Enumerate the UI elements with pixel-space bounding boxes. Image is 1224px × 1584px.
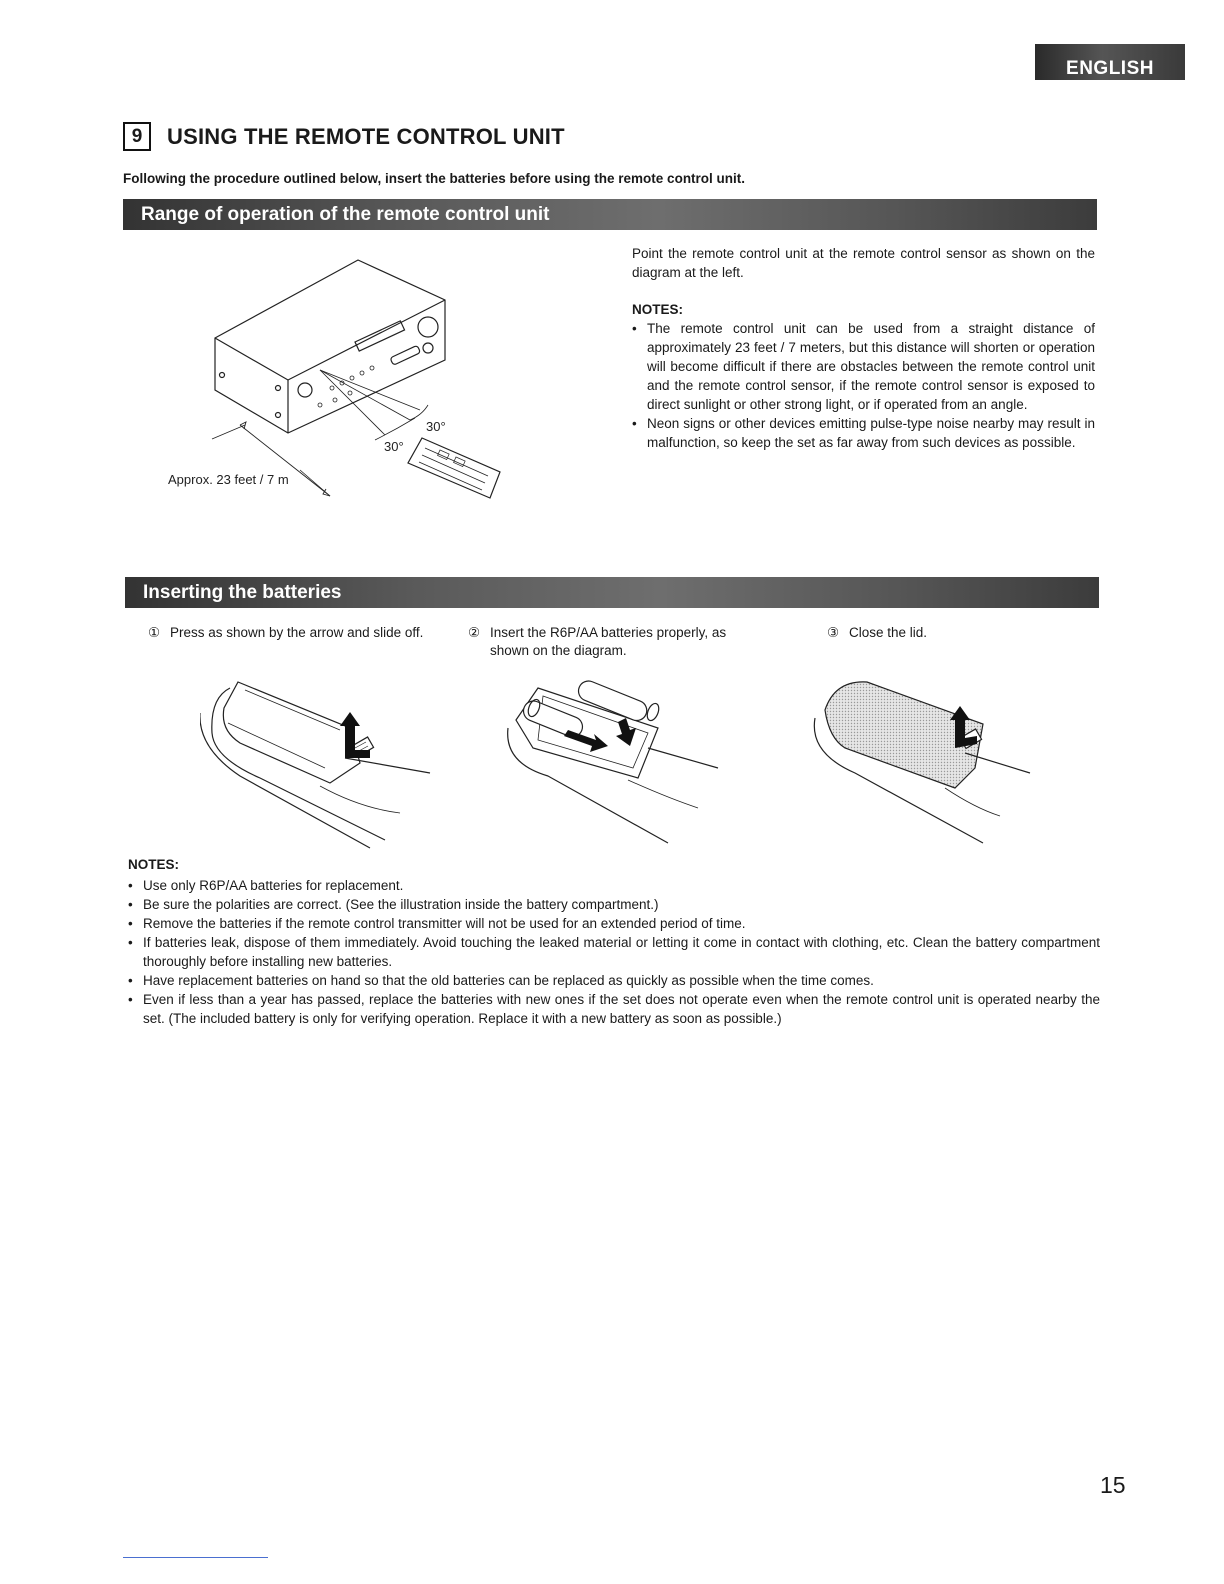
range-notes bbox=[632, 319, 1095, 452]
range-notes-heading: NOTES: bbox=[632, 302, 684, 317]
distance-label: Approx. 23 feet / 7 m bbox=[168, 472, 289, 487]
angle-label-a: 30° bbox=[426, 419, 446, 434]
battery-notes bbox=[128, 876, 1100, 1028]
list-item: • If batteries leak, dispose of them immediately. Avoid touching the leaked material or letting it come in contact with clothing, etc. Clean the battery compartment thoroughly before installing new batteries. bbox=[128, 933, 1100, 971]
step-number: ② bbox=[468, 625, 481, 640]
angle-label-b: 30° bbox=[384, 439, 404, 454]
batteries-banner: Inserting the batteries bbox=[125, 577, 1099, 608]
step-number: ③ bbox=[827, 625, 840, 640]
list-item: • Use only R6P/AA batteries for replacement. bbox=[128, 876, 1100, 895]
section-intro: Following the procedure outlined below, insert the batteries before using the remote control unit. bbox=[123, 171, 746, 186]
list-item: • Even if less than a year has passed, replace the batteries with new ones if the set does not operate even when the remote control unit is operated nearby the set. (The included battery is only for verifying operation. Replace it with a new battery as soon as possible.) bbox=[128, 990, 1100, 1028]
range-diagram bbox=[160, 250, 520, 520]
section-title: USING THE REMOTE CONTROL UNIT bbox=[167, 123, 565, 149]
battery-step-2 bbox=[468, 624, 768, 660]
section-heading bbox=[123, 122, 565, 151]
receiver-body bbox=[215, 260, 445, 433]
remote-control bbox=[408, 438, 500, 498]
battery-notes-heading: NOTES: bbox=[128, 857, 180, 872]
list-item: • The remote control unit can be used from a straight distance of approximately 23 feet / 7 meters, but this distance will shorten or operation will become difficult if there are obstacles between the remote control unit and the remote control sensor, if the remote control sensor is exposed to direct sunlight or other strong light, or if operated from an angle. bbox=[632, 319, 1095, 414]
language-tab: ENGLISH bbox=[1035, 44, 1185, 80]
battery-step-1 bbox=[148, 624, 448, 642]
list-item: • Have replacement batteries on hand so that the old batteries can be replaced as quickly as possible when the time comes. bbox=[128, 971, 1100, 990]
step-number: ① bbox=[148, 625, 161, 640]
step-text: Insert the R6P/AA batteries properly, as shown on the diagram. bbox=[490, 625, 727, 658]
range-description: Point the remote control unit at the remote control sensor as shown on the diagram at the left. bbox=[632, 246, 1095, 280]
battery-figure-insert bbox=[498, 668, 738, 853]
footer-divider bbox=[123, 1557, 268, 1558]
battery-step-3 bbox=[827, 624, 1027, 642]
volume-knob bbox=[418, 317, 438, 337]
list-item: • Be sure the polarities are correct. (See the illustration inside the battery compartment.) bbox=[128, 895, 1100, 914]
page-number: 15 bbox=[1100, 1472, 1126, 1498]
step-text: Close the lid. bbox=[849, 625, 928, 640]
range-banner: Range of operation of the remote control unit bbox=[123, 199, 1097, 230]
step-text: Press as shown by the arrow and slide off. bbox=[170, 625, 424, 640]
section-number: 9 bbox=[123, 122, 151, 151]
battery-figure-open-lid bbox=[200, 668, 440, 853]
list-item: • Remove the batteries if the remote control transmitter will not be used for an extended period of time. bbox=[128, 914, 1100, 933]
battery-figure-close-lid bbox=[805, 668, 1045, 853]
list-item: • Neon signs or other devices emitting pulse-type noise nearby may result in malfunction, so keep the set as far away from such devices as possible. bbox=[632, 414, 1095, 452]
